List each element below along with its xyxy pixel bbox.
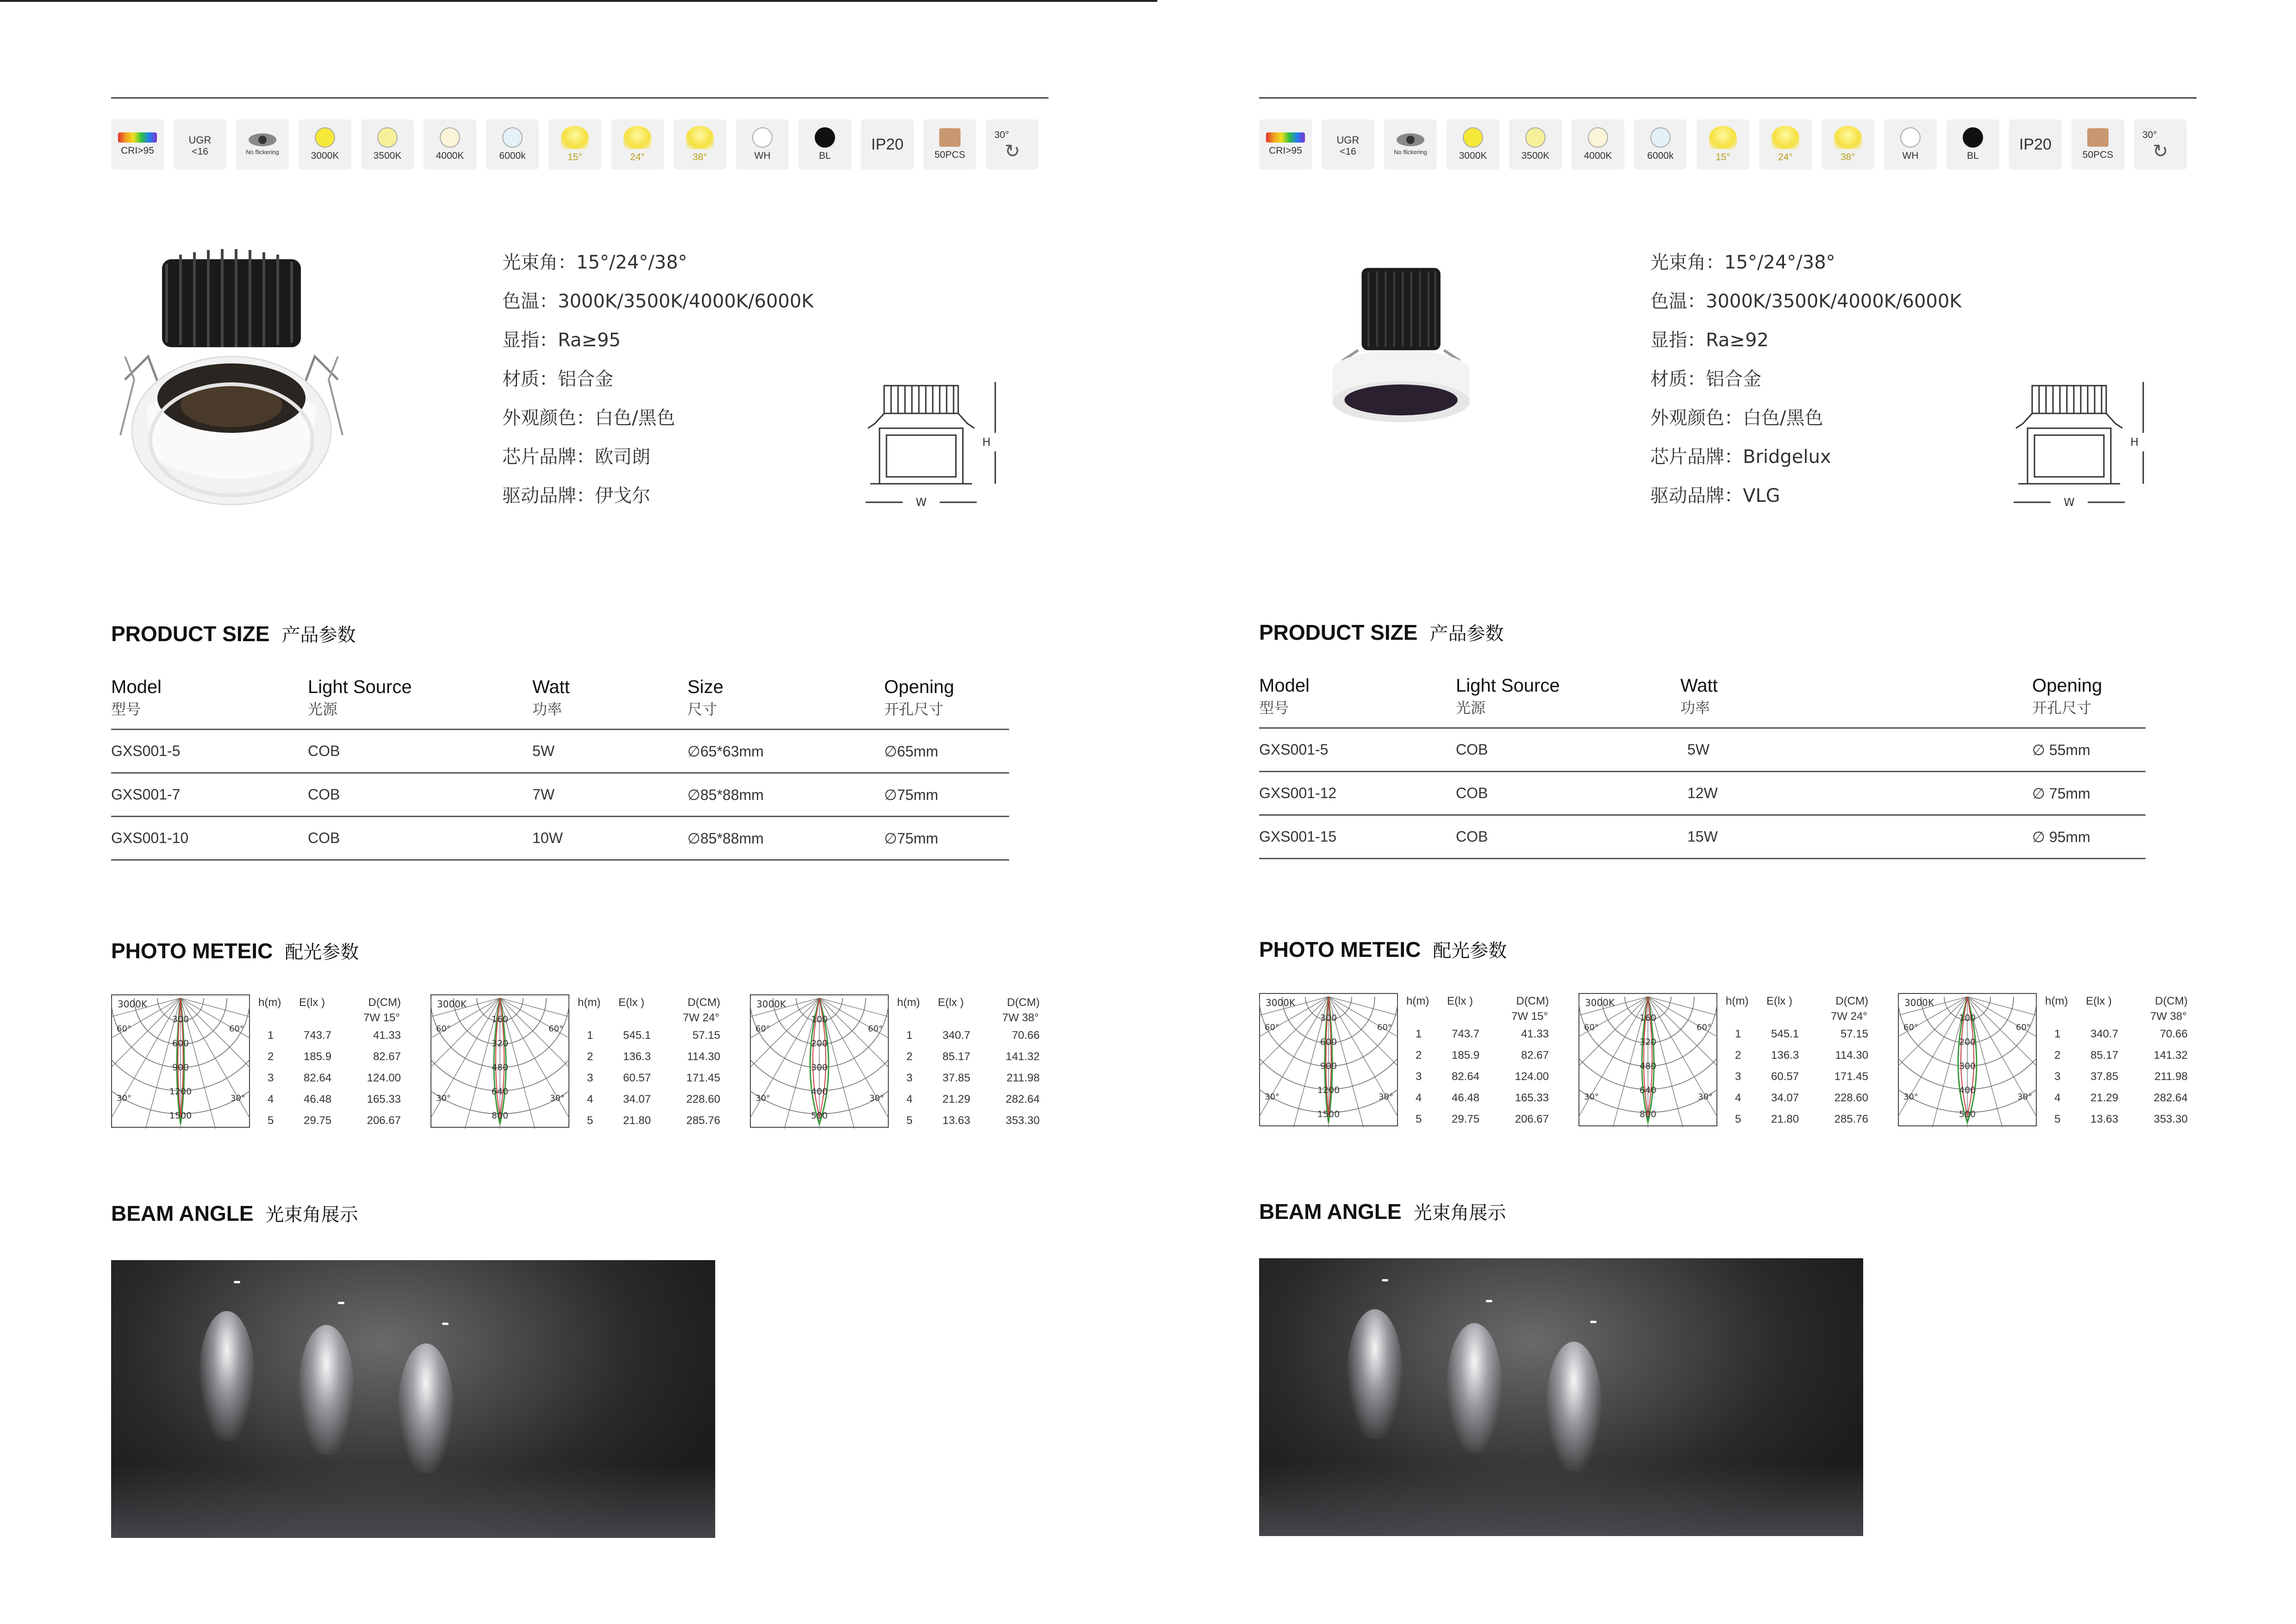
photometric-table: h(m) E(lx ) D(CM) 7W 38° 1 340.7 70.66 2 85.17 141.32 3 37.85 211.98 4 21.29 282.64 5 13.63 353.30 <box>2045 993 2188 1130</box>
angle-label: 30° <box>1265 1092 1279 1102</box>
table-row: GXS001-5 COB 5W ∅ 55mm <box>1259 728 2146 772</box>
product-size-title: PRODUCT SIZE 产品参数 <box>1259 620 1504 644</box>
ring-value-label: 100 <box>1959 1013 1976 1023</box>
ceiling-light <box>442 1323 449 1325</box>
table-row: GXS001-10 COB 10W ∅85*88mm ∅75mm <box>111 817 1009 860</box>
feature-3000k-icon: 3000K <box>1447 119 1499 169</box>
photometric-row: 5 29.75 206.67 <box>1416 1113 1549 1125</box>
col-opening: Opening 开孔尺寸 <box>884 677 955 718</box>
spec-color-temp: 色温：3000K/3500K/4000K/6000K <box>502 291 814 312</box>
spec-driver-brand: 驱动品牌：VLG <box>1650 485 1780 506</box>
polar-diagram <box>750 994 889 1129</box>
angle-label: 60° <box>2016 1023 2031 1032</box>
col-light-source: Light Source 光源 <box>1456 675 1560 717</box>
photometric-row: 3 37.85 211.98 <box>2054 1070 2188 1083</box>
cct-label: 3000K <box>437 999 467 1010</box>
ring-value-label: 1500 <box>169 1111 192 1121</box>
photometric-table: h(m) E(lx ) D(CM) 7W 38° 1 340.7 70.66 2 85.17 141.32 3 37.85 211.98 4 21.29 282.64 5 13.63 353.30 <box>897 994 1040 1131</box>
feature-cri-icon: CRI>95 <box>111 119 164 169</box>
ring-value-label: 200 <box>1959 1037 1976 1047</box>
feature-no-flicker-icon: No flickering <box>1384 119 1437 169</box>
feature-pcs-icon: 50PCS <box>923 119 976 169</box>
downlight-white-product-image <box>106 241 356 514</box>
angle-label: 60° <box>1265 1023 1279 1032</box>
beam-angle-title: BEAM ANGLE 光束角展示 <box>1259 1199 1506 1224</box>
ring-value-label: 900 <box>172 1062 189 1073</box>
photometric-row: 2 85.17 141.32 <box>2054 1049 2188 1062</box>
dimension-h-label: H <box>982 436 991 449</box>
feature-bl-icon: BL <box>799 119 851 169</box>
ceiling-light <box>1382 1279 1388 1281</box>
angle-label: 30° <box>869 1093 884 1103</box>
ring-value-label: 300 <box>172 1014 189 1024</box>
feature-wh-icon: WH <box>736 119 789 169</box>
photometric-row: 3 60.57 171.45 <box>587 1072 720 1084</box>
feature-ip20-icon: IP20 <box>861 119 914 169</box>
angle-label: 60° <box>549 1024 563 1034</box>
feature-ugr-icon: UGR <16 <box>174 119 226 169</box>
photometric-table: h(m) E(lx ) D(CM) 7W 24° 1 545.1 57.15 2 136.3 114.30 3 60.57 171.45 4 34.07 228.60 5 21.80 285.76 <box>578 994 720 1131</box>
light-spot <box>199 1311 255 1441</box>
spec-color-temp: 色温：3000K/3500K/4000K/6000K <box>1650 291 1962 312</box>
light-spot <box>1447 1323 1502 1453</box>
product-size-table <box>111 676 1009 861</box>
photometric-chart-1 <box>111 994 430 1133</box>
spec-color: 外观颜色：白色/黑色 <box>1650 407 1823 429</box>
spec-chip-brand: 芯片品牌：Bridgelux <box>1650 446 1831 468</box>
header-rule <box>1259 97 2196 99</box>
ceiling-light <box>1486 1300 1492 1302</box>
ring-value-label: 600 <box>172 1038 189 1049</box>
spec-beam-angle: 光束角：15°/24°/38° <box>1650 252 1835 273</box>
photometric-row: 5 21.80 285.76 <box>587 1114 720 1127</box>
feature-3500k-icon: 3500K <box>1509 119 1562 169</box>
feature-3500k-icon: 3500K <box>361 119 414 169</box>
ring-value-label: 300 <box>1959 1061 1976 1071</box>
feature-icon-row <box>111 119 1039 169</box>
polar-diagram <box>1259 993 1398 1127</box>
table-row: GXS001-5 COB 5W ∅65*63mm ∅65mm <box>111 730 1009 773</box>
angle-label: 60° <box>1584 1023 1599 1032</box>
cct-label: 3000K <box>756 999 786 1010</box>
col-model: Model 型号 <box>111 677 162 718</box>
angle-label: 30° <box>550 1093 565 1103</box>
beam-angle-render <box>111 1260 715 1538</box>
ring-value-label: 320 <box>1639 1037 1657 1047</box>
angle-label: 30° <box>1379 1092 1393 1102</box>
feature-cri-icon: CRI>95 <box>1259 119 1312 169</box>
feature-ip20-icon: IP20 <box>2009 119 2062 169</box>
feature-6000k-icon: 6000k <box>486 119 539 169</box>
spec-color: 外观颜色：白色/黑色 <box>502 407 675 429</box>
table-row: GXS001-15 COB 15W ∅ 95mm <box>1259 815 2146 859</box>
photometric-row: 4 34.07 228.60 <box>1735 1092 1868 1104</box>
spec-cri: 显指：Ra≥92 <box>1650 330 1769 351</box>
ring-value-label: 480 <box>1639 1061 1657 1071</box>
cct-label: 3000K <box>1904 997 1934 1008</box>
beam-angle-render <box>1259 1258 1863 1536</box>
photometric-row: 1 743.7 41.33 <box>1416 1028 1549 1040</box>
angle-label: 60° <box>229 1024 244 1034</box>
feature-ugr-icon: UGR <16 <box>1322 119 1374 169</box>
ceiling-light <box>234 1281 240 1283</box>
photo-meteic-title: PHOTO METEIC 配光参数 <box>111 939 359 963</box>
ring-value-label: 400 <box>811 1087 828 1097</box>
spec-chip-brand: 芯片品牌：欧司朗 <box>502 446 650 468</box>
dimension-drawing <box>861 377 1000 512</box>
angle-label: 30° <box>231 1093 245 1103</box>
downlight-black-product-image <box>1324 250 1509 468</box>
dimension-drawing <box>2009 377 2148 512</box>
ceiling-light <box>338 1302 344 1304</box>
header-rule <box>111 97 1048 99</box>
photometric-table: h(m) E(lx ) D(CM) 7W 15° 1 743.7 41.33 2 185.9 82.67 3 82.64 124.00 4 46.48 165.33 5 29.75 206.67 <box>1406 993 1549 1130</box>
photometric-row: 2 185.9 82.67 <box>1416 1049 1549 1062</box>
polar-diagram <box>111 994 250 1129</box>
photometric-row: 2 85.17 141.32 <box>906 1050 1040 1063</box>
dimension-w-label: W <box>916 496 927 509</box>
angle-label: 60° <box>755 1024 770 1034</box>
photometric-table: h(m) E(lx ) D(CM) 7W 15° 1 743.7 41.33 2 185.9 82.67 3 82.64 124.00 4 46.48 165.33 5 29.75 206.67 <box>258 994 401 1131</box>
catalog-page-2 <box>1148 0 2296 1624</box>
angle-label: 60° <box>117 1024 131 1034</box>
feature-icon-row <box>1259 119 2187 169</box>
ring-value-label: 1500 <box>1317 1109 1340 1119</box>
photometric-row: 4 46.48 165.33 <box>1416 1092 1549 1104</box>
ring-value-label: 300 <box>1320 1013 1337 1023</box>
photometric-row: 3 60.57 171.45 <box>1735 1070 1868 1083</box>
feature-15-icon: 15° <box>1697 119 1749 169</box>
beam-angle-title: BEAM ANGLE 光束角展示 <box>111 1201 358 1225</box>
photometric-row <box>1259 993 2217 1132</box>
col-watt: Watt 功率 <box>532 677 570 718</box>
photometric-row: 5 29.75 206.67 <box>268 1114 401 1127</box>
photometric-row: 4 46.48 165.33 <box>268 1093 401 1106</box>
feature-24-icon: 24° <box>611 119 664 169</box>
spec-cri: 显指：Ra≥95 <box>502 330 621 351</box>
photo-meteic-title: PHOTO METEIC 配光参数 <box>1259 937 1507 962</box>
feature-no-flicker-icon: No flickering <box>236 119 289 169</box>
ring-value-label: 400 <box>1959 1085 1976 1095</box>
photometric-row <box>111 994 1069 1133</box>
photometric-row: 1 743.7 41.33 <box>268 1029 401 1042</box>
feature-bl-icon: BL <box>1947 119 1999 169</box>
col-light-source: Light Source 光源 <box>308 677 412 718</box>
feature-rot-icon: 30° ↻ <box>986 119 1039 169</box>
col-opening: Opening 开孔尺寸 <box>2032 675 2103 717</box>
polar-diagram <box>1578 993 1717 1127</box>
photometric-row: 1 340.7 70.66 <box>906 1029 1040 1042</box>
feature-rot-icon: 30° ↻ <box>2134 119 2187 169</box>
col-model: Model 型号 <box>1259 675 1310 717</box>
photometric-row: 4 34.07 228.60 <box>587 1093 720 1106</box>
photometric-row: 1 545.1 57.15 <box>1735 1028 1868 1040</box>
ring-value-label: 640 <box>1639 1085 1657 1095</box>
photometric-row: 5 13.63 353.30 <box>906 1114 1040 1127</box>
spec-material: 材质：铝合金 <box>502 369 613 390</box>
feature-15-icon: 15° <box>549 119 601 169</box>
feature-38-icon: 38° <box>674 119 726 169</box>
light-spot <box>398 1343 454 1473</box>
spec-driver-brand: 驱动品牌：伊戈尔 <box>502 485 650 506</box>
photometric-chart-2 <box>430 994 750 1133</box>
feature-4000k-icon: 4000K <box>424 119 476 169</box>
photometric-row: 5 21.80 285.76 <box>1735 1113 1868 1125</box>
ring-value-label: 1200 <box>169 1087 192 1097</box>
cct-label: 3000K <box>118 999 148 1010</box>
light-spot <box>1347 1309 1403 1439</box>
angle-label: 60° <box>1903 1023 1918 1032</box>
ring-value-label: 300 <box>811 1062 828 1073</box>
ring-value-label: 800 <box>491 1111 509 1121</box>
angle-label: 30° <box>436 1093 451 1103</box>
photometric-row: 4 21.29 282.64 <box>2054 1092 2188 1104</box>
ring-value-label: 800 <box>1639 1109 1657 1119</box>
feature-pcs-icon: 50PCS <box>2071 119 2124 169</box>
spec-list <box>1650 243 1962 515</box>
photometric-row: 4 21.29 282.64 <box>906 1093 1040 1106</box>
dimension-h-label: H <box>2130 436 2139 449</box>
table-row: GXS001-12 COB 12W ∅ 75mm <box>1259 772 2146 815</box>
ceiling-light <box>1590 1321 1597 1323</box>
ring-value-label: 480 <box>491 1062 509 1073</box>
ring-value-label: 100 <box>811 1014 828 1024</box>
photometric-row: 3 82.64 124.00 <box>268 1072 401 1084</box>
feature-wh-icon: WH <box>1884 119 1937 169</box>
product-size-title: PRODUCT SIZE 产品参数 <box>111 622 356 646</box>
ring-value-label: 640 <box>491 1087 509 1097</box>
floor-reflection <box>111 1464 715 1538</box>
dimension-w-label: W <box>2064 496 2075 509</box>
cct-label: 3000K <box>1585 997 1615 1008</box>
photometric-row: 5 13.63 353.30 <box>2054 1113 2188 1125</box>
photometric-chart-3 <box>750 994 1069 1133</box>
cct-label: 3000K <box>1266 997 1296 1008</box>
angle-label: 30° <box>1903 1092 1918 1102</box>
col-size: Size 尺寸 <box>687 677 724 718</box>
angle-label: 60° <box>1697 1023 1711 1032</box>
polar-diagram <box>430 994 569 1129</box>
angle-label: 60° <box>1377 1023 1392 1032</box>
photometric-chart-3 <box>1898 993 2217 1132</box>
angle-label: 30° <box>1584 1092 1599 1102</box>
ring-value-label: 500 <box>1959 1109 1976 1119</box>
feature-24-icon: 24° <box>1759 119 1812 169</box>
ring-value-label: 160 <box>491 1014 509 1024</box>
photometric-chart-1 <box>1259 993 1578 1132</box>
feature-38-icon: 38° <box>1822 119 1874 169</box>
photometric-row: 2 185.9 82.67 <box>268 1050 401 1063</box>
photometric-chart-2 <box>1578 993 1898 1132</box>
ring-value-label: 160 <box>1639 1013 1657 1023</box>
photometric-row: 3 37.85 211.98 <box>906 1072 1040 1084</box>
floor-reflection <box>1259 1462 1863 1536</box>
col-watt: Watt 功率 <box>1680 675 1718 717</box>
spec-material: 材质：铝合金 <box>1650 369 1761 390</box>
light-spot <box>1546 1342 1602 1471</box>
ring-value-label: 900 <box>1320 1061 1337 1071</box>
photometric-row: 2 136.3 114.30 <box>1735 1049 1868 1062</box>
light-spot <box>299 1325 354 1455</box>
angle-label: 30° <box>1698 1092 1713 1102</box>
angle-label: 60° <box>436 1024 451 1034</box>
spec-beam-angle: 光束角：15°/24°/38° <box>502 252 687 273</box>
photometric-row: 3 82.64 124.00 <box>1416 1070 1549 1083</box>
feature-6000k-icon: 6000k <box>1634 119 1687 169</box>
ring-value-label: 320 <box>491 1038 509 1049</box>
photometric-row: 1 340.7 70.66 <box>2054 1028 2188 1040</box>
angle-label: 30° <box>117 1093 131 1103</box>
ring-value-label: 500 <box>811 1111 828 1121</box>
ring-value-label: 200 <box>811 1038 828 1049</box>
angle-label: 30° <box>2017 1092 2032 1102</box>
ring-value-label: 600 <box>1320 1037 1337 1047</box>
photometric-table: h(m) E(lx ) D(CM) 7W 24° 1 545.1 57.15 2 136.3 114.30 3 60.57 171.45 4 34.07 228.60 5 21.80 285.76 <box>1726 993 1868 1130</box>
polar-diagram <box>1898 993 2037 1127</box>
ring-value-label: 1200 <box>1317 1085 1340 1095</box>
feature-3000k-icon: 3000K <box>299 119 351 169</box>
angle-label: 60° <box>868 1024 883 1034</box>
angle-label: 30° <box>755 1093 770 1103</box>
feature-4000k-icon: 4000K <box>1572 119 1624 169</box>
photometric-row: 2 136.3 114.30 <box>587 1050 720 1063</box>
table-row: GXS001-7 COB 7W ∅85*88mm ∅75mm <box>111 773 1009 817</box>
photometric-row: 1 545.1 57.15 <box>587 1029 720 1042</box>
product-size-table <box>1259 675 2146 859</box>
spec-list <box>502 243 814 515</box>
